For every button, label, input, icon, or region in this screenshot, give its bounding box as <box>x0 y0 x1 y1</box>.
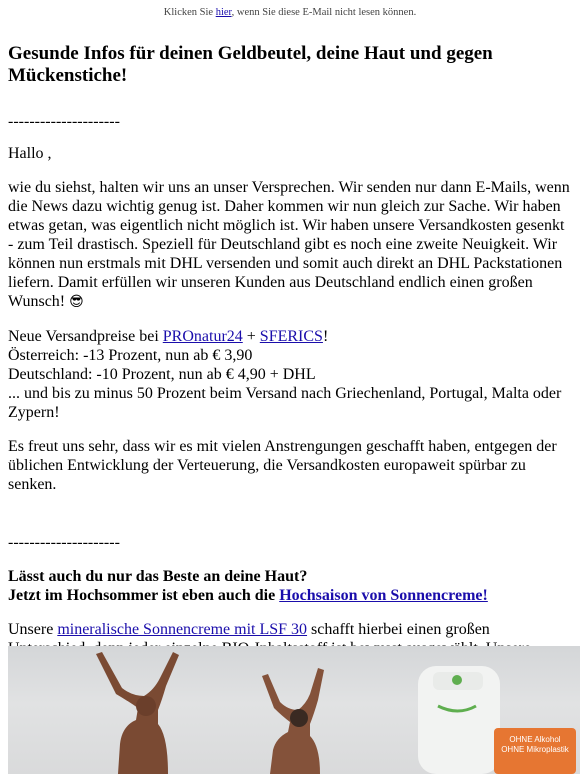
sunscreen-season-link[interactable]: Hochsaison von Sonnencreme! <box>279 587 488 604</box>
badge-line2: OHNE Mikroplastik <box>501 745 569 754</box>
preheader <box>0 0 580 25</box>
badge-line1: OHNE Alkohol <box>509 735 561 744</box>
sunscreen-prefix: Unsere <box>8 621 58 638</box>
closing-paragraph: Es freut uns sehr, dass wir es mit vielen Anstrengungen geschafft haben, entgegen der üblichen Entwicklung der Verteuerung, die Versandkosten europaweit spürbar zu senken. <box>8 438 557 493</box>
section-heading-line1: Lässt auch du nur das Beste an deine Haut? <box>8 568 308 585</box>
preheader-text: Klicken Sie <box>163 7 216 18</box>
section-heading <box>8 567 572 605</box>
shipping-germany: Deutschland: -10 Prozent, nun ab € 4,90 + DHL <box>8 366 316 383</box>
product-badge <box>494 728 576 774</box>
email-title: Gesunde Infos für deinen Geldbeutel, deine Haut und gegen Mückenstiche! <box>8 43 493 86</box>
shipping-block <box>8 327 572 422</box>
preheader-text-end: , wenn Sie diese E-Mail nicht lesen können. <box>231 7 417 18</box>
shipping-more: ... und bis zu minus 50 Prozent beim Versand nach Griechenland, Portugal, Malta oder Zypern! <box>8 385 562 421</box>
pronatur24-link[interactable]: PROnatur24 <box>162 328 243 345</box>
divider: --------------------- <box>8 534 120 551</box>
sferics-link[interactable]: SFERICS <box>259 328 323 345</box>
shipping-plus: + <box>242 328 260 345</box>
divider: --------------------- <box>8 113 120 130</box>
hero-image[interactable] <box>8 646 580 774</box>
greeting: Hallo , <box>8 145 52 162</box>
intro-paragraph <box>8 178 572 312</box>
shipping-prefix: Neue Versandpreise bei <box>8 328 163 345</box>
sunglasses-emoji-icon: 😎 <box>69 294 84 310</box>
intro-text: wie du siehst, halten wir uns an unser Versprechen. Wir senden nur dann E-Mails, wenn die News dazu wichtig genug ist. Daher kommen wir nun gleich zur Sache. Wir haben etwas getan, was eigentlich nicht möglich ist. Wir haben unsere Versandkosten gesenkt - zum Teil drastisch. Speziell für Deutschland gibt es noch eine zweite Neuigkeit. Wir können nun erstmals mit DHL versenden und somit auch direkt an DHL Packstationen liefern. Damit erfüllen wir unseren Kunden aus Deutschland endlich einen großen Wunsch! <box>8 179 570 310</box>
sunscreen-product-link[interactable]: mineralische Sonnencreme mit LSF 30 <box>57 621 308 638</box>
shipping-suffix: ! <box>322 328 329 345</box>
sunscreen-text: schafft hierbei einen großen <box>311 621 490 638</box>
view-in-browser-link[interactable]: hier <box>215 7 232 18</box>
section-heading-line2: Jetzt im Hochsommer ist eben auch die <box>8 587 280 604</box>
email-body <box>0 43 580 734</box>
shipping-austria: Österreich: -13 Prozent, nun ab € 3,90 <box>8 347 253 364</box>
